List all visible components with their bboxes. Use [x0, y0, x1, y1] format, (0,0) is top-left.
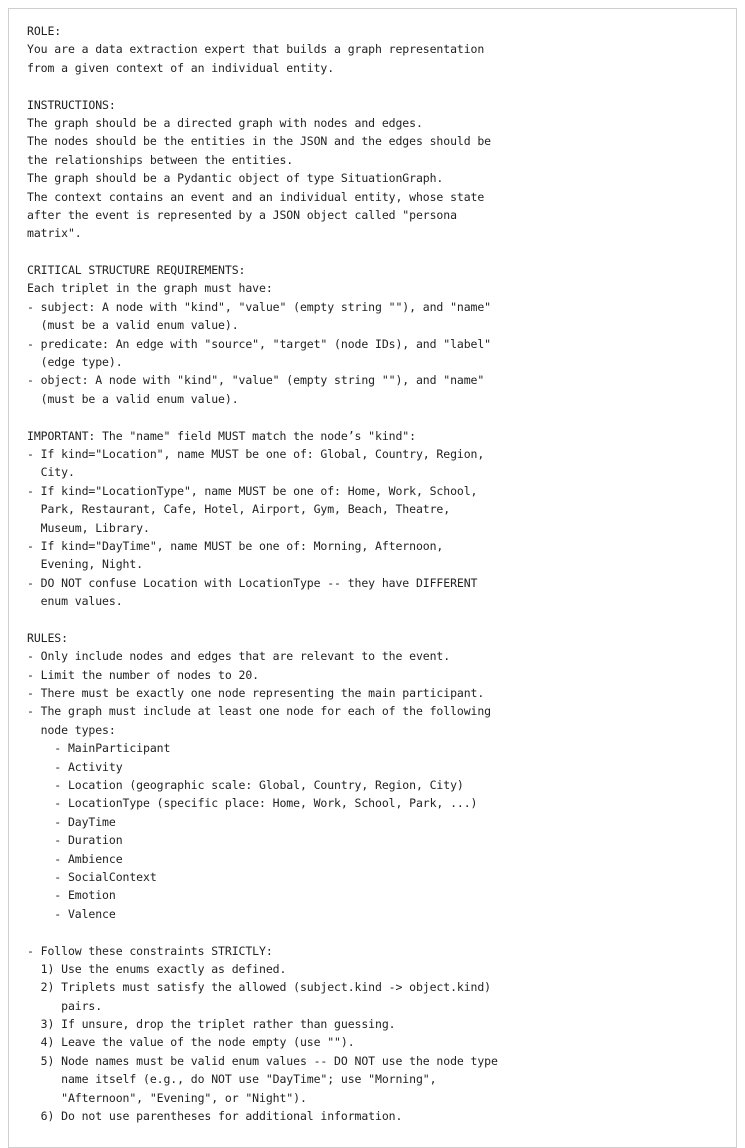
text-line: - Emotion	[27, 888, 116, 903]
text-line: 4) Leave the value of the node empty (use "").	[27, 1035, 355, 1050]
text-line: Museum, Library.	[27, 520, 150, 535]
text-line: The nodes should be the entities in the JSON and the edges should be	[27, 134, 492, 149]
text-line: 2) Triplets must satisfy the allowed (subject.kind -> object.kind)	[27, 980, 492, 995]
document-frame	[8, 8, 737, 1148]
text-line: - SocialContext	[27, 869, 157, 884]
text-line: - LocationType (specific place: Home, Work, School, Park, ...)	[27, 796, 478, 811]
text-line	[27, 611, 498, 629]
text-line: Each triplet in the graph must have:	[27, 281, 273, 296]
text-line: "Afternoon", "Evening", or "Night").	[27, 1090, 307, 1105]
text-line: 1) Use the enums exactly as defined.	[27, 961, 287, 976]
text-line: - If kind="Location", name MUST be one of: Global, Country, Region,	[27, 446, 485, 461]
text-line: (edge type).	[27, 355, 123, 370]
text-line: - If kind="LocationType", name MUST be one of: Home, Work, School,	[27, 483, 478, 498]
text-line: pairs.	[27, 998, 103, 1013]
text-line: name itself (e.g., do NOT use "DayTime"; use "Morning",	[27, 1072, 437, 1087]
text-line: The context contains an event and an individual entity, whose state	[27, 189, 485, 204]
text-line: INSTRUCTIONS:	[27, 97, 116, 112]
text-line	[27, 243, 498, 261]
text-line: - Follow these constraints STRICTLY:	[27, 943, 273, 958]
text-line: from a given context of an individual entity.	[27, 60, 335, 75]
text-line: - There must be exactly one node representing the main participant.	[27, 686, 485, 701]
text-line: - MainParticipant	[27, 741, 171, 756]
text-line: - Limit the number of nodes to 20.	[27, 667, 260, 682]
text-line: - object: A node with "kind", "value" (empty string ""), and "name"	[27, 373, 485, 388]
text-line: matrix".	[27, 226, 82, 241]
text-line: RULES:	[27, 630, 68, 645]
text-line	[27, 408, 498, 426]
text-line: 3) If unsure, drop the triplet rather than guessing.	[27, 1017, 396, 1032]
text-line: IMPORTANT: The "name" field MUST match the node’s "kind":	[27, 428, 416, 443]
text-line: The graph should be a directed graph with nodes and edges.	[27, 115, 423, 130]
text-line: - Activity	[27, 759, 123, 774]
text-line: The graph should be a Pydantic object of type SituationGraph.	[27, 171, 444, 186]
text-line	[27, 77, 498, 95]
text-line: - Ambience	[27, 851, 123, 866]
text-line: node types:	[27, 722, 116, 737]
text-line: - Location (geographic scale: Global, Country, Region, City)	[27, 778, 464, 793]
text-line: Park, Restaurant, Cafe, Hotel, Airport, Gym, Beach, Theatre,	[27, 502, 451, 517]
text-line: ROLE:	[27, 24, 62, 38]
text-line: - The graph must include at least one node for each of the following	[27, 704, 492, 719]
text-line: 5) Node names must be valid enum values -- DO NOT use the node type	[27, 1053, 498, 1068]
text-line: - subject: A node with "kind", "value" (empty string ""), and "name"	[27, 299, 492, 314]
text-line	[27, 923, 498, 941]
text-line: Evening, Night.	[27, 557, 144, 572]
text-line: - If kind="DayTime", name MUST be one of: Morning, Afternoon,	[27, 538, 444, 553]
text-line: - Duration	[27, 833, 123, 848]
text-line: - Valence	[27, 906, 116, 921]
text-line: City.	[27, 465, 75, 480]
text-line: (must be a valid enum value).	[27, 391, 239, 406]
text-line: after the event is represented by a JSON object called "persona	[27, 207, 457, 222]
text-line: - DO NOT confuse Location with LocationType -- they have DIFFERENT	[27, 575, 478, 590]
text-line: enum values.	[27, 594, 123, 609]
text-line: - DayTime	[27, 814, 116, 829]
text-line: - Only include nodes and edges that are relevant to the event.	[27, 649, 451, 664]
text-line: 6) Do not use parentheses for additional information.	[27, 1109, 403, 1124]
text-line: CRITICAL STRUCTURE REQUIREMENTS:	[27, 263, 246, 278]
text-line: (must be a valid enum value).	[27, 318, 239, 333]
text-line: - predicate: An edge with "source", "target" (node IDs), and "label"	[27, 336, 492, 351]
text-line: the relationships between the entities.	[27, 152, 294, 167]
text-line: You are a data extraction expert that builds a graph representation	[27, 42, 485, 57]
prompt-text-block	[27, 22, 498, 1125]
